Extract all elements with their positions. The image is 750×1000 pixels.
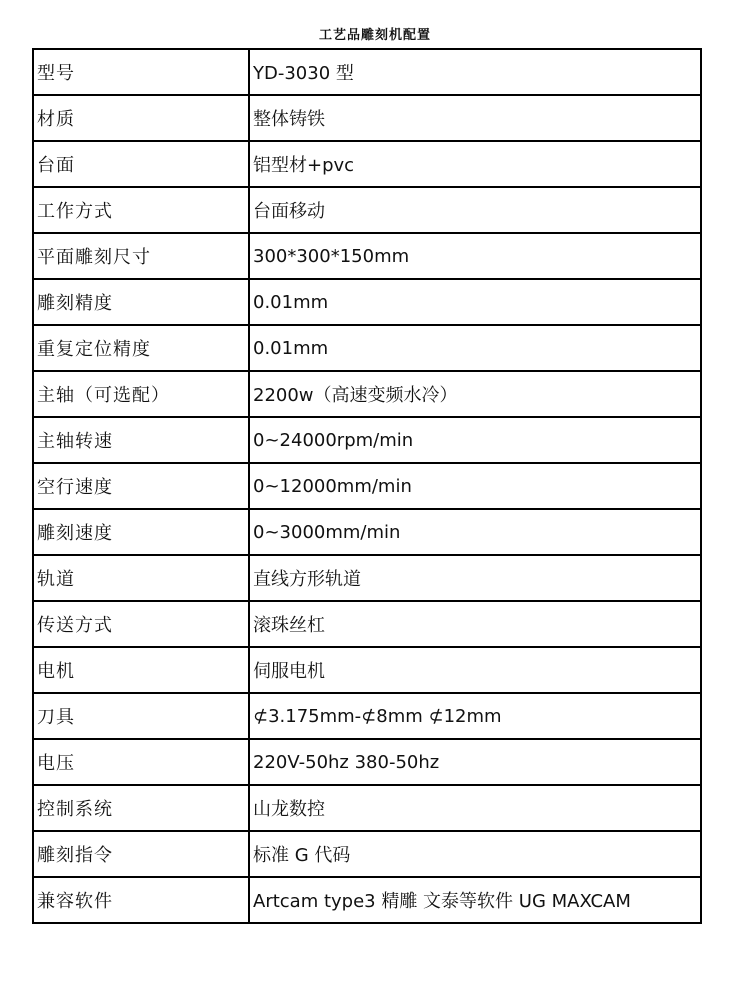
row-value-instruction: 标准 G 代码 xyxy=(249,831,701,877)
row-value-voltage: 220V-50hz 380-50hz xyxy=(249,739,701,785)
row-label-tool: 刀具 xyxy=(33,693,249,739)
row-value-spindle-speed: 0~24000rpm/min xyxy=(249,417,701,463)
row-label-model: 型号 xyxy=(33,49,249,95)
row-value-table-surface: 铝型材+pvc xyxy=(249,141,701,187)
row-value-work-mode: 台面移动 xyxy=(249,187,701,233)
table-row xyxy=(33,877,701,923)
table-row xyxy=(33,785,701,831)
table-row xyxy=(33,417,701,463)
row-label-spindle: 主轴（可选配） xyxy=(33,371,249,417)
row-label-carving-size: 平面雕刻尺寸 xyxy=(33,233,249,279)
row-value-model: YD-3030 型 xyxy=(249,49,701,95)
row-label-control-system: 控制系统 xyxy=(33,785,249,831)
table-row xyxy=(33,371,701,417)
row-value-carving-size: 300*300*150mm xyxy=(249,233,701,279)
row-label-voltage: 电压 xyxy=(33,739,249,785)
table-row xyxy=(33,693,701,739)
table-row xyxy=(33,279,701,325)
row-label-repeat-precision: 重复定位精度 xyxy=(33,325,249,371)
row-value-rail: 直线方形轨道 xyxy=(249,555,701,601)
row-label-idle-speed: 空行速度 xyxy=(33,463,249,509)
row-value-material: 整体铸铁 xyxy=(249,95,701,141)
row-label-carving-speed: 雕刻速度 xyxy=(33,509,249,555)
table-row xyxy=(33,555,701,601)
row-label-table-surface: 台面 xyxy=(33,141,249,187)
table-row xyxy=(33,95,701,141)
table-row xyxy=(33,739,701,785)
spec-table xyxy=(32,48,702,924)
row-label-transmission: 传送方式 xyxy=(33,601,249,647)
table-row xyxy=(33,233,701,279)
table-row xyxy=(33,141,701,187)
row-label-work-mode: 工作方式 xyxy=(33,187,249,233)
table-row xyxy=(33,647,701,693)
row-value-idle-speed: 0~12000mm/min xyxy=(249,463,701,509)
row-value-software: Artcam type3 精雕 文泰等软件 UG MAXCAM xyxy=(249,877,701,923)
table-row xyxy=(33,187,701,233)
row-label-material: 材质 xyxy=(33,95,249,141)
row-label-software: 兼容软件 xyxy=(33,877,249,923)
row-label-rail: 轨道 xyxy=(33,555,249,601)
table-row xyxy=(33,49,701,95)
row-value-carving-speed: 0~3000mm/min xyxy=(249,509,701,555)
table-row xyxy=(33,463,701,509)
row-label-spindle-speed: 主轴转速 xyxy=(33,417,249,463)
table-row xyxy=(33,509,701,555)
row-value-motor: 伺服电机 xyxy=(249,647,701,693)
row-value-transmission: 滚珠丝杠 xyxy=(249,601,701,647)
table-row xyxy=(33,831,701,877)
table-row xyxy=(33,325,701,371)
row-label-instruction: 雕刻指令 xyxy=(33,831,249,877)
row-value-tool: ⊄3.175mm-⊄8mm ⊄12mm xyxy=(249,693,701,739)
row-label-carving-precision: 雕刻精度 xyxy=(33,279,249,325)
row-value-spindle: 2200w（高速变频水冷） xyxy=(249,371,701,417)
row-label-motor: 电机 xyxy=(33,647,249,693)
row-value-carving-precision: 0.01mm xyxy=(249,279,701,325)
table-row xyxy=(33,601,701,647)
page-title: 工艺品雕刻机配置 xyxy=(318,28,431,43)
row-value-control-system: 山龙数控 xyxy=(249,785,701,831)
row-value-repeat-precision: 0.01mm xyxy=(249,325,701,371)
